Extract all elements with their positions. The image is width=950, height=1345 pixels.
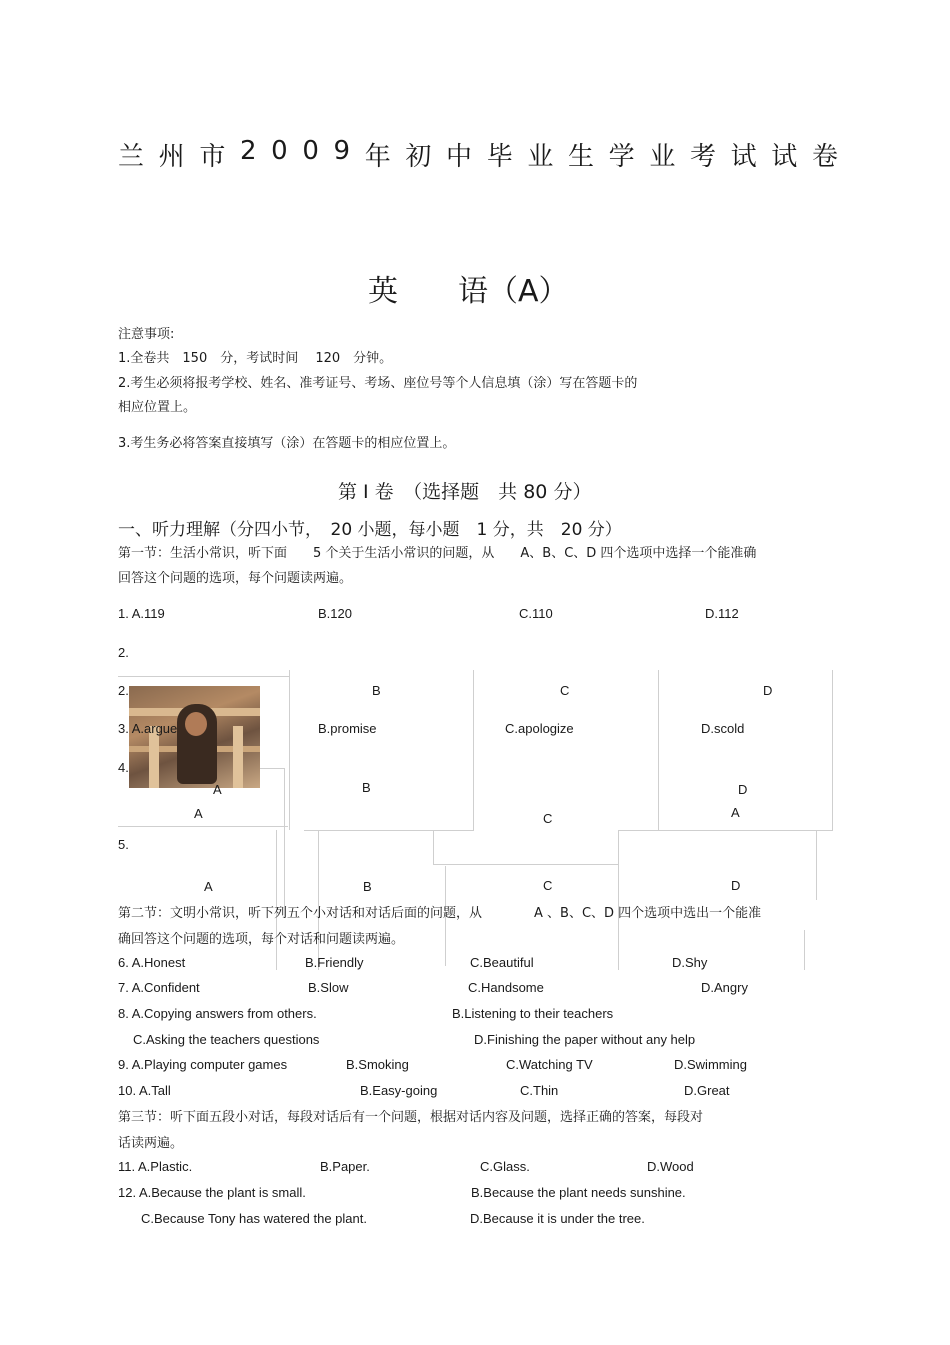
grid-line bbox=[318, 830, 319, 970]
grid-line bbox=[816, 830, 817, 900]
note-3: 3.考生务必将答案直接填写（涂）在答题卡的相应位置上。 bbox=[118, 436, 456, 451]
q11-option-a: 11. A.Plastic. bbox=[118, 1159, 193, 1174]
q11-option-c: C.Glass. bbox=[480, 1159, 530, 1174]
q7-option-d: D.Angry bbox=[701, 980, 748, 995]
grid-line bbox=[118, 826, 288, 827]
q4-label-c: C bbox=[543, 811, 553, 826]
grid-line bbox=[118, 676, 290, 677]
q3-option-d: D.scold bbox=[701, 721, 745, 736]
title-char: 学 bbox=[608, 142, 635, 172]
grid-line bbox=[473, 670, 474, 830]
q7-option-b: B.Slow bbox=[308, 980, 349, 995]
q5-number: 5. bbox=[118, 837, 129, 852]
q8-option-d: D.Finishing the paper without any help bbox=[474, 1032, 696, 1047]
q8-option-c: C.Asking the teachers questions bbox=[133, 1032, 320, 1047]
section2-instructions-cont: 确回答这个问题的选项，每个对话和问题读两遍。 bbox=[118, 932, 405, 947]
title-char: 中 bbox=[446, 142, 473, 172]
q1-option-b: B.120 bbox=[318, 606, 352, 621]
q2-label-b: B bbox=[372, 683, 381, 698]
section1-instructions-cont: 回答这个问题的选项，每个问题读两遍。 bbox=[118, 571, 353, 586]
note-2-cont: 相应位置上。 bbox=[118, 400, 197, 415]
q11-option-d: D.Wood bbox=[647, 1159, 694, 1174]
title-char: 市 bbox=[199, 142, 226, 172]
grid-line bbox=[284, 768, 285, 918]
title-char: 年 bbox=[364, 142, 391, 172]
title-char: 业 bbox=[649, 142, 676, 172]
note-1: 1.全卷共 150 分，考试时间 120 分钟。 bbox=[118, 351, 393, 366]
subject-title: 英 语（A） bbox=[368, 274, 569, 309]
q11-option-b: B.Paper. bbox=[320, 1159, 370, 1174]
title-char: 0 bbox=[271, 136, 288, 166]
grid-line bbox=[276, 830, 277, 970]
grid-line bbox=[433, 830, 434, 864]
q3-option-b: B.promise bbox=[318, 721, 377, 736]
title-char: 试 bbox=[730, 142, 757, 172]
q12-option-c: C.Because Tony has watered the plant. bbox=[141, 1211, 367, 1226]
q9-option-c: C.Watching TV bbox=[506, 1057, 593, 1072]
q2-label-c: C bbox=[560, 683, 570, 698]
section2-instructions: 第二节：文明小常识，听下列五个小对话和对话后面的问题，从 A 、B、C、D 四个选项中选出一个能准 bbox=[118, 906, 762, 921]
q3-option-c: C.apologize bbox=[505, 721, 574, 736]
q9-option-d: D.Swimming bbox=[674, 1057, 747, 1072]
q1-option-a: 1. A.119 bbox=[118, 606, 165, 621]
q9-option-a: 9. A.Playing computer games bbox=[118, 1057, 288, 1072]
title-char: 9 bbox=[333, 136, 351, 166]
q10-option-c: C.Thin bbox=[520, 1083, 559, 1098]
q2-label-d: D bbox=[763, 683, 773, 698]
q6-option-a: 6. A.Honest bbox=[118, 955, 186, 970]
section3-instructions: 第三节：听下面五段小对话，每段对话后有一个问题，根据对话内容及问题，选择正确的答案，每段对 bbox=[118, 1110, 704, 1125]
q4-label-a-3: A bbox=[731, 805, 740, 820]
q10-option-a: 10. A.Tall bbox=[118, 1083, 171, 1098]
q1-option-d: D.112 bbox=[705, 606, 739, 621]
grid-line bbox=[618, 830, 619, 970]
q4-label-b: B bbox=[362, 780, 371, 795]
title-char: 州 bbox=[158, 142, 185, 172]
title-char: 2 bbox=[239, 136, 257, 166]
grid-line bbox=[804, 930, 805, 970]
q8-option-b: B.Listening to their teachers bbox=[452, 1006, 614, 1021]
q4-label-a-2: A bbox=[194, 806, 203, 821]
q4-number: 4. bbox=[118, 760, 129, 775]
q5-label-a: A bbox=[204, 879, 213, 894]
question-photo bbox=[129, 686, 260, 788]
q6-option-b: B.Friendly bbox=[305, 955, 364, 970]
notes-heading: 注意事项: bbox=[118, 327, 175, 342]
q5-label-b: B bbox=[363, 879, 372, 894]
q7-option-c: C.Handsome bbox=[468, 980, 544, 995]
grid-line bbox=[618, 830, 833, 831]
grid-line bbox=[433, 864, 618, 865]
q3-option-a: 3. A.argue bbox=[118, 721, 178, 736]
q5-label-d: D bbox=[731, 878, 741, 893]
title-char: 毕 bbox=[486, 142, 513, 172]
title-char: 0 bbox=[302, 136, 319, 166]
section1-instructions: 第一节：生活小常识，听下面 5 个关于生活小常识的问题，从 A、B、C、D 四个选项中选择一个能准确 bbox=[118, 546, 757, 561]
grid-line bbox=[289, 670, 290, 830]
q6-option-c: C.Beautiful bbox=[470, 955, 534, 970]
title-char: 业 bbox=[527, 142, 554, 172]
exam-title bbox=[118, 136, 838, 173]
title-char: 初 bbox=[405, 142, 432, 172]
title-char: 考 bbox=[689, 142, 716, 172]
q12-option-b: B.Because the plant needs sunshine. bbox=[471, 1185, 686, 1200]
q7-option-a: 7. A.Confident bbox=[118, 980, 200, 995]
note-2: 2.考生必须将报考学校、姓名、准考证号、考场、座位号等个人信息填（涂）写在答题卡的 bbox=[118, 376, 638, 391]
q10-option-b: B.Easy-going bbox=[360, 1083, 438, 1098]
q4-label-a: A bbox=[213, 782, 222, 797]
q2-number: 2. bbox=[118, 645, 129, 660]
q12-option-a: 12. A.Because the plant is small. bbox=[118, 1185, 306, 1200]
q9-option-b: B.Smoking bbox=[346, 1057, 409, 1072]
title-char: 兰 bbox=[118, 142, 145, 172]
grid-line bbox=[658, 670, 659, 830]
title-char: 试 bbox=[771, 142, 798, 172]
q12-option-d: D.Because it is under the tree. bbox=[470, 1211, 645, 1226]
title-char: 生 bbox=[568, 142, 595, 172]
part1-heading: 一、听力理解（分四小节， 20 小题，每小题 1 分，共 20 分） bbox=[118, 520, 622, 540]
q5-label-c: C bbox=[543, 878, 553, 893]
section3-instructions-cont: 话读两遍。 bbox=[118, 1136, 184, 1151]
q6-option-d: D.Shy bbox=[672, 955, 708, 970]
grid-line bbox=[832, 670, 833, 830]
q4-label-d: D bbox=[738, 782, 748, 797]
q10-option-d: D.Great bbox=[684, 1083, 730, 1098]
q2b-number: 2. bbox=[118, 683, 129, 698]
q1-option-c: C.110 bbox=[519, 606, 553, 621]
q8-option-a: 8. A.Copying answers from others. bbox=[118, 1006, 317, 1021]
grid-line bbox=[304, 830, 474, 831]
volume-title: 第 I 卷 （选择题 共 80 分） bbox=[338, 481, 592, 503]
title-char: 卷 bbox=[811, 142, 838, 172]
